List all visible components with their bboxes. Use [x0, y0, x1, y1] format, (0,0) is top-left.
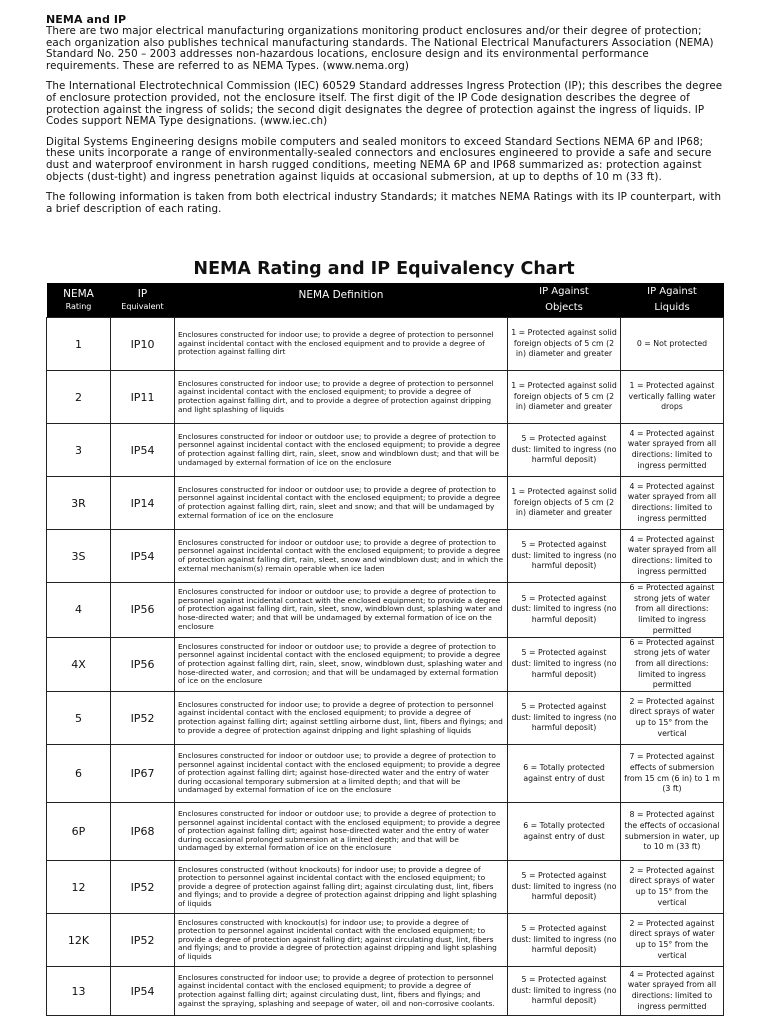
- intro-paragraph-dse: Digital Systems Engineering designs mobile computers and sealed monitors to exceed Standard Sections NEMA 6P and IP68; these units incorporate a range of environmentally-sealed connectors and enclosures engineered to provide a safe and secure dust and waterproof environment in harsh rugged conditions, meeting NEMA 6P and IP68 summarized as: protection against objects (dust-tight) and ingress penetration against liquids at occasional submersion, at up to depths of 10 m (33 ft).: [46, 135, 712, 183]
- cell-ip-liquids: 1 = Protected against vertically falling water drops: [621, 371, 724, 424]
- cell-ip-liquids: 2 = Protected against direct sprays of water up to 15° from the vertical: [621, 914, 724, 967]
- cell-ip-liquids: 7 = Protected against effects of submersion from 15 cm (6 in) to 1 m (3 ft): [621, 745, 724, 803]
- table-row: [47, 637, 724, 692]
- cell-nema-rating: 4: [47, 583, 111, 638]
- table-row: [47, 692, 724, 745]
- intro-heading: NEMA and IP: [46, 13, 127, 26]
- cell-ip-equivalent: IP56: [111, 637, 175, 692]
- cell-ip-liquids: 0 = Not protected: [621, 318, 724, 371]
- table-row: [47, 803, 724, 861]
- cell-ip-objects: 5 = Protected against dust: limited to ingress (no harmful deposit): [508, 692, 621, 745]
- equivalency-table: [46, 283, 724, 1016]
- cell-nema-definition: Enclosures constructed for indoor or outdoor use; to provide a degree of protection to personnel against incidental contact with the enclosed equipment; to provide a degree of protection against falling dirt, rain, sleet, snow and windblown dust; and that will be undamaged by external formation of ice on the enclosure: [175, 424, 508, 477]
- header-ip-sub: Equivalent: [121, 302, 164, 311]
- header-ip-equivalent: [111, 283, 175, 318]
- intro-paragraph-following: The following information is taken from both electrical industry Standards; it matches NEMA Ratings with its IP counterpart, with a brief description of each rating.: [46, 191, 722, 215]
- table-row: [47, 530, 724, 583]
- cell-nema-definition: Enclosures constructed (without knockouts) for indoor use; to provide a degree of protection to personnel against incidental contact with the enclosed equipment; to provide a degree of protection against falling dirt; against circulating dust, lint, fibers and flyings; and to provide a degree of protection against dripping and light splashing of liquids: [175, 861, 508, 914]
- cell-nema-definition: Enclosures constructed for indoor or outdoor use; to provide a degree of protection to personnel against incidental contact with the enclosed equipment; to provide a degree of protection against falling dirt, rain, sleet, snow, windblown dust, splashing water and hose-directed water; and that will be undamaged by external formation of ice on the enclosure: [175, 583, 508, 638]
- intro-paragraph-iec: The International Electrotechnical Commission (IEC) 60529 Standard addresses Ingress Protection (IP); this describes the degree of enclosure protection provided, not the enclosure itself. The first digit of the IP Code designation describes the degree of protection against the ingress of solids; the second digit designates the degree of protection against the ingress of liquids. IP Codes support NEMA Type designations. (www.iec.ch): [46, 80, 723, 128]
- cell-ip-equivalent: IP68: [111, 803, 175, 861]
- cell-ip-liquids: 6 = Protected against strong jets of water from all directions: limited to ingress permitted: [621, 583, 724, 638]
- cell-ip-equivalent: IP54: [111, 530, 175, 583]
- cell-ip-objects: 5 = Protected against dust: limited to ingress (no harmful deposit): [508, 583, 621, 638]
- cell-ip-equivalent: IP54: [111, 424, 175, 477]
- cell-ip-liquids: 2 = Protected against direct sprays of water up to 15° from the vertical: [621, 692, 724, 745]
- cell-nema-rating: 6: [47, 745, 111, 803]
- cell-nema-definition: Enclosures constructed for indoor use; to provide a degree of protection to personnel against incidental contact with the enclosed equipment; to provide a degree of protection against falling dirt; against settling airborne dust, lint, fibers and flyings; and to provide a degree of protection against dripping and light splashing of liquids: [175, 692, 508, 745]
- cell-ip-equivalent: IP52: [111, 692, 175, 745]
- header-obj-line2: Objects: [545, 302, 583, 313]
- cell-ip-objects: 6 = Totally protected against entry of dust: [508, 803, 621, 861]
- cell-ip-objects: 6 = Totally protected against entry of dust: [508, 745, 621, 803]
- cell-ip-objects: 1 = Protected against solid foreign objects of 5 cm (2 in) diameter and greater: [508, 371, 621, 424]
- cell-nema-rating: 3R: [47, 477, 111, 530]
- cell-nema-rating: 6P: [47, 803, 111, 861]
- cell-nema-definition: Enclosures constructed for indoor or outdoor use; to provide a degree of protection to personnel against incidental contact with the enclosed equipment; to provide a degree of protection against falling dirt; against hose-directed water and the entry of water during occasional prolonged submersion at a limited depth; and that will be undamaged by external formation of ice on the enclosure: [175, 803, 508, 861]
- table-row: [47, 967, 724, 1016]
- cell-nema-definition: Enclosures constructed for indoor or outdoor use; to provide a degree of protection to personnel against incidental contact with the enclosed equipment; to provide a degree of protection against falling dirt, rain, sleet, snow and windblown dust; and in which the external mechanism(s) remain operable when ice laden: [175, 530, 508, 583]
- table-row: [47, 583, 724, 638]
- table-row: [47, 745, 724, 803]
- cell-nema-rating: 5: [47, 692, 111, 745]
- cell-ip-equivalent: IP56: [111, 583, 175, 638]
- cell-nema-rating: 13: [47, 967, 111, 1016]
- header-def-main: NEMA Definition: [298, 289, 384, 301]
- header-liq-line1: IP Against: [647, 286, 697, 297]
- cell-ip-liquids: 4 = Protected against water sprayed from all directions: limited to ingress permitted: [621, 530, 724, 583]
- cell-nema-rating: 1: [47, 318, 111, 371]
- header-nema-rating: [47, 283, 111, 318]
- table-row: [47, 318, 724, 371]
- cell-ip-objects: 5 = Protected against dust: limited to ingress (no harmful deposit): [508, 530, 621, 583]
- cell-nema-definition: Enclosures constructed for indoor use; to provide a degree of protection to personnel against incidental contact with the enclosed equipment; to provide a degree of protection against falling dirt; against circulating dust, lint, fibers and flyings; and against the spraying, splashing and seepage of water, oil and non-corrosive coolants.: [175, 967, 508, 1016]
- cell-ip-liquids: 6 = Protected against strong jets of water from all directions: limited to ingress permitted: [621, 637, 724, 692]
- cell-ip-equivalent: IP52: [111, 914, 175, 967]
- cell-ip-objects: 5 = Protected against dust: limited to ingress (no harmful deposit): [508, 914, 621, 967]
- cell-nema-rating: 2: [47, 371, 111, 424]
- cell-nema-rating: 3: [47, 424, 111, 477]
- header-ip-against-objects: [508, 283, 621, 318]
- cell-ip-equivalent: IP10: [111, 318, 175, 371]
- header-liq-line2: Liquids: [654, 302, 690, 313]
- cell-ip-equivalent: IP67: [111, 745, 175, 803]
- cell-ip-liquids: 4 = Protected against water sprayed from all directions: limited to ingress permitted: [621, 477, 724, 530]
- cell-ip-liquids: 2 = Protected against direct sprays of water up to 15° from the vertical: [621, 861, 724, 914]
- cell-ip-objects: 5 = Protected against dust: limited to ingress (no harmful deposit): [508, 967, 621, 1016]
- cell-ip-liquids: 8 = Protected against the effects of occasional submersion in water, up to 10 m (33 ft): [621, 803, 724, 861]
- header-ip-main: IP: [137, 288, 148, 300]
- cell-ip-liquids: 4 = Protected against water sprayed from all directions: limited to ingress permitted: [621, 967, 724, 1016]
- intro-section: [46, 13, 724, 224]
- cell-ip-objects: 5 = Protected against dust: limited to ingress (no harmful deposit): [508, 424, 621, 477]
- table-row: [47, 371, 724, 424]
- cell-nema-rating: 12K: [47, 914, 111, 967]
- cell-ip-equivalent: IP54: [111, 967, 175, 1016]
- cell-nema-definition: Enclosures constructed with knockout(s) for indoor use; to provide a degree of protection to personnel against incidental contact with the enclosed equipment; to provide a degree of protection against falling dirt; against circulating dust, lint, fibers and flyings; and to provide a degree of protection against dripping and light splashing of liquids: [175, 914, 508, 967]
- cell-ip-equivalent: IP11: [111, 371, 175, 424]
- table-row: [47, 861, 724, 914]
- table-row: [47, 424, 724, 477]
- table-header-row: [47, 283, 724, 318]
- cell-ip-objects: 5 = Protected against dust: limited to ingress (no harmful deposit): [508, 637, 621, 692]
- cell-ip-equivalent: IP52: [111, 861, 175, 914]
- chart-title: NEMA Rating and IP Equivalency Chart: [193, 259, 575, 279]
- cell-nema-definition: Enclosures constructed for indoor or outdoor use; to provide a degree of protection to personnel against incidental contact with the enclosed equipment; to provide a degree of protection against falling dirt, rain, sleet and snow; and that will be undamaged by external formation of ice on the enclosure: [175, 477, 508, 530]
- intro-paragraph-nema: There are two major electrical manufacturing organizations monitoring product enclosures and/or their degree of protection; each organization also publishes technical manufacturing standards. The National Electrical Manufacturers Association (NEMA) Standard No. 250 – 2003 addresses non-hazardous locations, enclosure design and its environmental performance requirements. These are referred to as NEMA Types. (www.nema.org): [46, 25, 714, 72]
- cell-ip-objects: 5 = Protected against dust: limited to ingress (no harmful deposit): [508, 861, 621, 914]
- cell-nema-definition: Enclosures constructed for indoor use; to provide a degree of protection to personnel against incidental contact with the enclosed equipment and to provide a degree of protection against falling dirt: [175, 318, 508, 371]
- table-row: [47, 477, 724, 530]
- cell-nema-definition: Enclosures constructed for indoor use; to provide a degree of protection to personnel against incidental contact with the enclosed equipment; to provide a degree of protection against falling dirt, and to provide a degree of protection against dripping and light splashing of liquids: [175, 371, 508, 424]
- cell-ip-objects: 1 = Protected against solid foreign objects of 5 cm (2 in) diameter and greater: [508, 477, 621, 530]
- cell-ip-objects: 1 = Protected against solid foreign objects of 5 cm (2 in) diameter and greater: [508, 318, 621, 371]
- header-ip-against-liquids: [621, 283, 724, 318]
- cell-nema-definition: Enclosures constructed for indoor or outdoor use; to provide a degree of protection to personnel against incidental contact with the enclosed equipment; to provide a degree of protection against falling dirt; against hose-directed water and the entry of water during occasional temporary submersion at a limited depth; and that will be undamaged by external formation of ice on the enclosure: [175, 745, 508, 803]
- cell-nema-rating: 3S: [47, 530, 111, 583]
- header-nema-sub: Rating: [65, 302, 92, 311]
- cell-ip-liquids: 4 = Protected against water sprayed from all directions: limited to ingress permitted: [621, 424, 724, 477]
- cell-nema-rating: 4X: [47, 637, 111, 692]
- cell-nema-definition: Enclosures constructed for indoor or outdoor use; to provide a degree of protection to personnel against incidental contact with the enclosed equipment; to provide a degree of protection against falling dirt, rain, sleet, snow, windblown dust, splashing water and hose-directed water, and corrosion; and that will be undamaged by external formation of ice on the enclosure: [175, 637, 508, 692]
- cell-ip-equivalent: IP14: [111, 477, 175, 530]
- cell-nema-rating: 12: [47, 861, 111, 914]
- header-nema-definition: [175, 283, 508, 318]
- header-obj-line1: IP Against: [539, 286, 589, 297]
- header-nema-main: NEMA: [63, 288, 94, 300]
- table-row: [47, 914, 724, 967]
